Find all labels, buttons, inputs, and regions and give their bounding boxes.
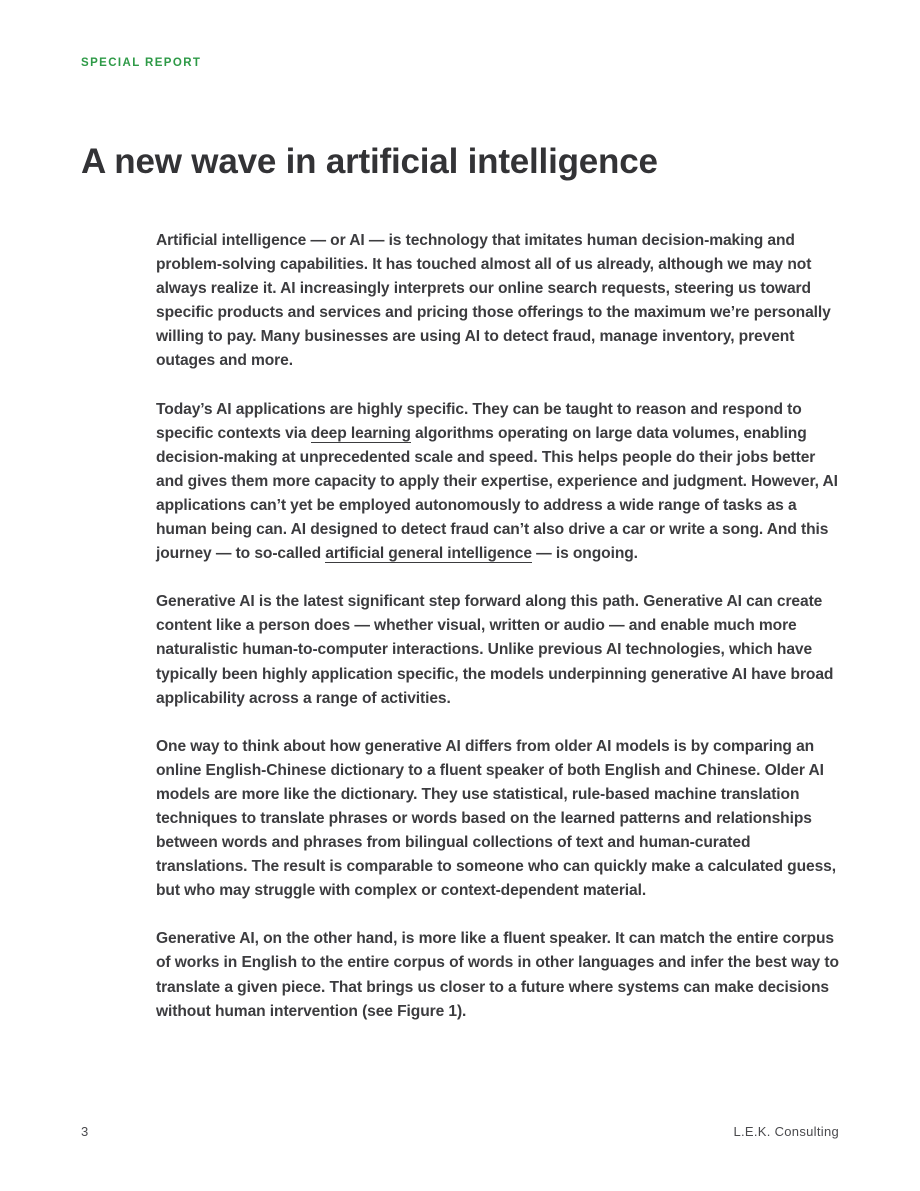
paragraph-3: Generative AI is the latest significant step forward along this path. Generative AI can create content like a person does — whether visual, written or audio — and enable much more naturalistic human-to-computer interactions. Unlike previous AI technologies, which have typically been highly application specific, the models underpinning generative AI have broad applicability across a range of activities. [156,593,834,707]
deep-learning-link[interactable]: deep learning [310,424,411,442]
section-label: SPECIAL REPORT [81,57,202,69]
paragraph-4: One way to think about how generative AI differs from older AI models is by comparing an online English-Chinese dictionary to a fluent speaker of both English and Chinese. Older AI models are more like the dictionary. They use statistical, rule-based machine translation techniques to translate phrases or words based on the learned patterns and relationships between words and phrases from bilingual collections of text and human-curated translations. The result is comparable to someone who can quickly make a calculated guess, but who may struggle with complex or context-dependent material. [156,737,836,900]
paragraph-2-text-c: — is ongoing. [531,545,638,563]
footer-brand: L.E.K. Consulting [733,1124,839,1139]
paragraph-2 [156,398,846,567]
paragraph-5: Generative AI, on the other hand, is more like a fluent speaker. It can match the entire corpus of works in English to the entire corpus of words in other languages and infer the best way to translate a given piece. That brings us closer to a future where systems can make decisions without human intervention (see Figure 1). [156,930,839,1020]
artificial-general-intelligence-link[interactable]: artificial general intelligence [325,545,532,563]
article-body [156,229,846,1048]
paragraph-1: Artificial intelligence — or AI — is technology that imitates human decision-making and problem-solving capabilities. It has touched almost all of us already, although we may not always realize it. AI increasingly interprets our online search requests, steering us toward specific products and services and pricing those offerings to the maximum we’re personally willing to pay. Many businesses are using AI to detect fraud, manage inventory, prevent outages and more. [156,232,831,370]
page-number: 3 [81,1124,89,1139]
paragraph-2-text-b: algorithms operating on large data volumes, enabling decision-making at unprecedented scale and speed. This helps people do their jobs better and gives them more capacity to apply their expertise, experience and judgment. However, AI applications can’t yet be employed autonomously to address a wide range of tasks as a human being can. AI designed to detect fraud can’t also drive a car or write a song. And this journey — to so-called [156,424,838,563]
paragraph-2-text-a: Today’s AI applications are highly specific. They can be taught to reason and respond to specific contexts via [156,400,802,442]
page-title: A new wave in artificial intelligence [81,142,658,181]
